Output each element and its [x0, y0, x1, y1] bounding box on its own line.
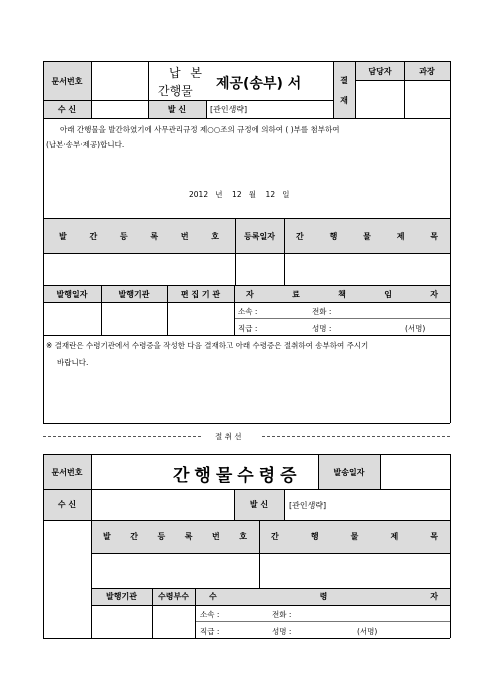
recipient-label-cell: 수 신 — [43, 100, 91, 118]
receipt-sender-label: 발 신 — [234, 489, 284, 520]
col-edit-org-header: 편 집 기 관 — [167, 286, 234, 302]
title-small-1: 납 본 — [169, 66, 205, 80]
cut-line-label: 절 취 선 — [215, 432, 242, 441]
date-month: 12 — [232, 190, 242, 199]
sign-label: (서명) — [405, 324, 426, 333]
col-reg-date-header: 등록일자 — [235, 219, 284, 253]
col-title-header: 간 행 물 제 목 — [284, 219, 450, 253]
body-line-2: (납본·송부·제공)합니다. — [46, 140, 125, 149]
receipt-position-label: 직급 : — [200, 627, 220, 636]
receipt-col-reg-no: 발 간 등 록 번 호 — [91, 520, 259, 553]
receipt-recipient-label: 수 신 — [43, 489, 91, 520]
col-pub-org-header: 발행기관 — [101, 286, 167, 302]
date-line: 2012 년 12 월 12 일 — [189, 190, 290, 199]
receipt-col-title: 간 행 물 제 목 — [259, 520, 450, 553]
approval-label-1: 결 — [340, 75, 348, 85]
receipt-col-pub-org: 발행기관 — [91, 588, 152, 605]
date-year: 2012 — [189, 190, 209, 199]
doc-no-label: 문서번호 — [51, 76, 83, 86]
approver-1-label: 담당자 — [356, 62, 404, 80]
form-title: 제공(송부) 서 — [216, 76, 302, 92]
send-date-label: 발송일자 — [318, 455, 380, 489]
dept-label: 소속 : — [238, 307, 258, 316]
body-line-1: 아래 간행물을 발간하였기에 사무관리규정 제○○조의 규정에 의하여 ( )부를 첨부하여 — [60, 125, 340, 134]
date-day: 12 — [265, 190, 276, 199]
approval-label-2: 재 — [340, 95, 348, 105]
receipt-doc-no-label: 문서번호 — [43, 455, 91, 489]
sender-value: [관인생략] — [210, 105, 248, 114]
col-reg-no-header: 발 간 등 록 번 호 — [43, 219, 235, 253]
approval-label-cell — [333, 62, 355, 118]
receipt-phone-label: 전화 : — [272, 610, 292, 619]
sender-label-cell: 발 신 — [148, 100, 206, 118]
receipt-sign-label: (서명) — [357, 627, 378, 636]
col-pub-date-header: 발행일자 — [43, 286, 101, 302]
name-label: 성명 : — [312, 324, 332, 333]
position-label: 직급 : — [238, 324, 258, 333]
receipt-col-copies: 수령부수 — [152, 588, 195, 605]
receipt-dept-label: 소속 : — [200, 610, 220, 619]
title-small-2: 간행물 — [158, 84, 193, 98]
note-line-2: 바랍니다. — [57, 358, 89, 367]
doc-no-label-cell — [43, 62, 91, 100]
receipt-col-receiver: 수 령 자 — [195, 588, 450, 605]
col-responsible-header: 자 료 책 임 자 — [234, 286, 450, 302]
approver-2-label: 과장 — [404, 62, 450, 80]
note-line-1: ※ 결재란은 수령기관에서 수령증을 작성한 다음 결재하고 아래 수령증은 절취하여 송부하여 주시기 — [46, 341, 369, 350]
phone-label: 전화 : — [312, 307, 332, 316]
receipt-sender-value: [관인생략] — [289, 501, 327, 510]
receipt-name-label: 성명 : — [272, 627, 292, 636]
receipt-title: 간행물수령증 — [173, 466, 302, 486]
